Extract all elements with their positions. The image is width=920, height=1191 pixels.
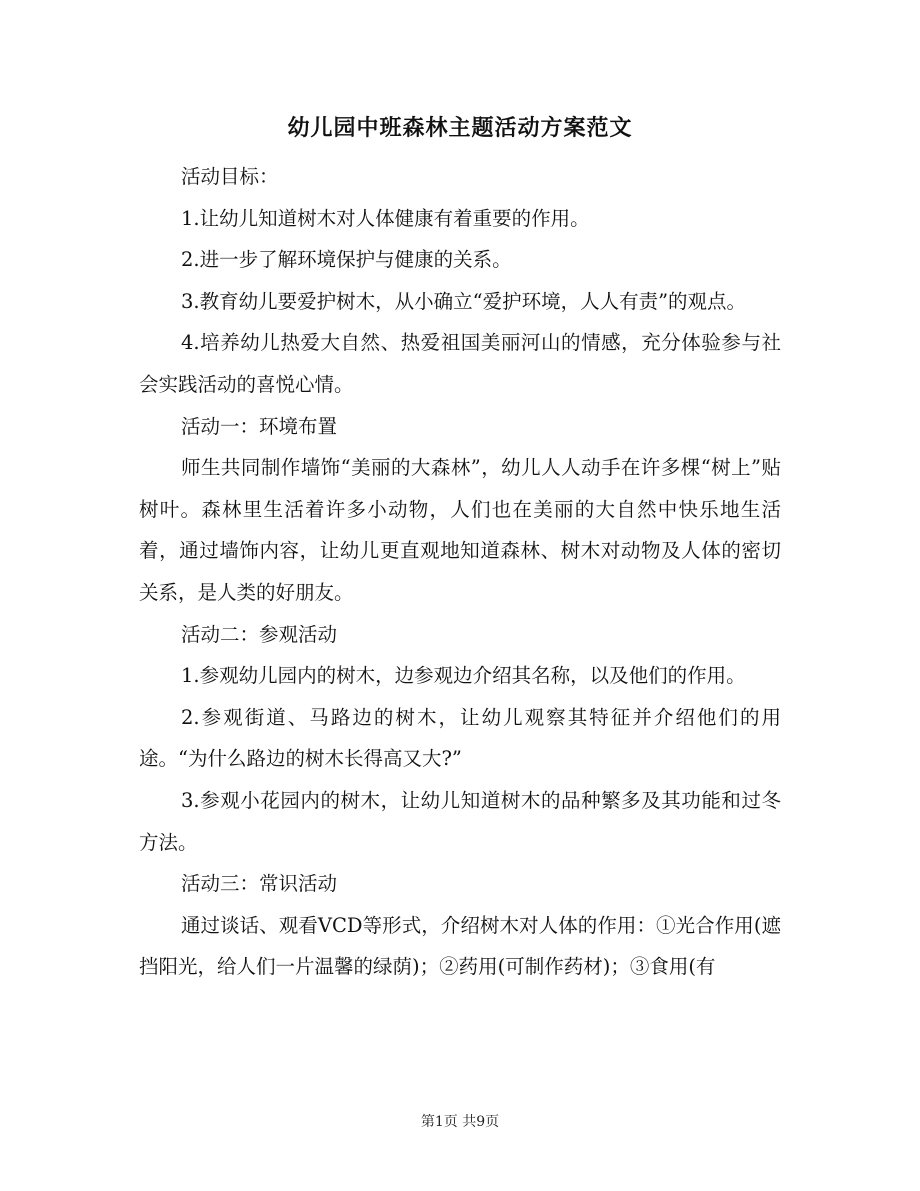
paragraph-activity-1-heading: 活动一：环境布置: [181, 414, 338, 438]
paragraph-goals-heading: 活动目标：: [181, 165, 279, 188]
paragraph-goal-3: 3.教育幼儿要爱护树木，从小确立“爱护环境，人人有责”的观点。: [181, 289, 747, 313]
paragraph-activity-2-heading: 活动二：参观活动: [181, 622, 338, 646]
paragraph-goal-2: 2.进一步了解环境保护与健康的关系。: [181, 248, 512, 272]
paragraph-activity-3-body: 通过谈话、观看VCD等形式，介绍树木对人体的作用：①光合作用(遮挡阳光，给人们一片温馨的绿荫)；②药用(可制作药材)；③食用(有: [139, 913, 781, 979]
paragraph-activity-1-body: 师生共同制作墙饰“美丽的大森林”，幼儿人人动手在许多棵“树上”贴树叶。森林里生活着许多小动物，人们也在美丽的大自然中快乐地生活着，通过墙饰内容，让幼儿更直观地知道森林、树木对动物及人体的密切关系，是人类的好朋友。: [139, 456, 781, 604]
paragraph-activity-2-item-3: 3.参观小花园内的树木，让幼儿知道树木的品种繁多及其功能和过冬方法。: [139, 788, 781, 854]
paragraph-goal-4: 4.培养幼儿热爱大自然、热爱祖国美丽河山的情感，充分体验参与社会实践活动的喜悦心情。: [139, 331, 781, 396]
document-title: 幼儿园中班森林主题活动方案范文: [287, 115, 633, 141]
paragraph-activity-2-item-2: 2.参观街道、马路边的树木，让幼儿观察其特征并介绍他们的用途。“为什么路边的树木长得高又大?”: [139, 705, 781, 771]
paragraph-activity-3-heading: 活动三：常识活动: [181, 872, 338, 896]
paragraph-goal-1: 1.让幼儿知道树木对人体健康有着重要的作用。: [181, 206, 590, 230]
paragraph-activity-2-item-1: 1.参观幼儿园内的树木，边参观边介绍其名称，以及他们的作用。: [181, 664, 746, 688]
page-number-footer: 第1页 共9页: [420, 1114, 500, 1130]
document-body: [139, 156, 781, 988]
